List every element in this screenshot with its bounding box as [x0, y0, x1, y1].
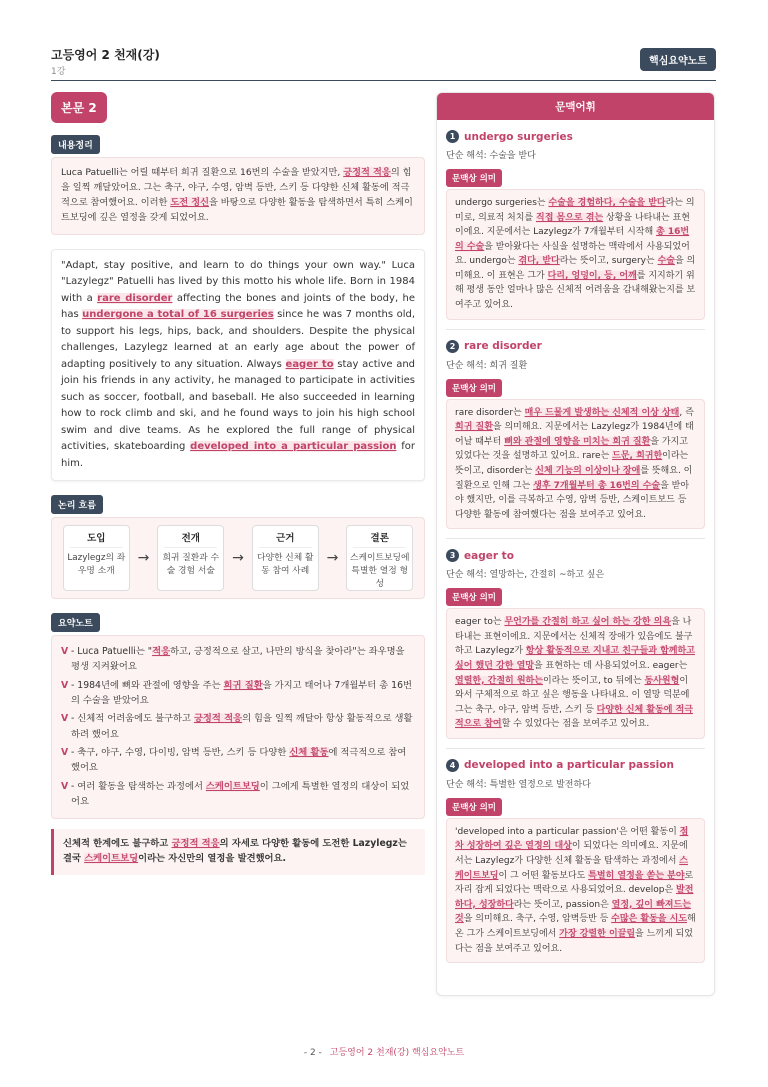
highlighted-text: 매우 드물게 발생하는 신체적 이상 상태 [524, 407, 680, 418]
highlighted-text: eager to [285, 358, 334, 370]
text-segment: 로 자리 잡게 되었다는 맥락으로 사용되었어요. develop은 [455, 870, 694, 896]
vocab-simple-meaning: 단순 해석: 희귀 질환 [446, 360, 528, 371]
flow-step-conclusion [346, 525, 413, 591]
text-segment: 을 의미해요. 지문에서는 Lazylegz가 1984년에 태어날 때부터 [455, 422, 694, 447]
highlighted-text: 스케이트보딩 [205, 780, 260, 792]
text-segment: 의 힘을 일찍 깨달아 항상 활동적으로 생활하려 했어요 [71, 713, 413, 740]
section-title: 본문 2 [51, 92, 107, 123]
document-title: 고등영어 2 천재(강) [51, 48, 160, 62]
text-segment: 을 의미해요. 이 표현은 그가 [455, 256, 696, 281]
text-segment: undergo surgeries는 [455, 198, 549, 208]
highlighted-text: 스케이트보딩 [84, 853, 139, 865]
highlighted-text: 도전 정신 [170, 196, 210, 208]
highlighted-text: undergone a total of 16 surgeries [82, 309, 274, 321]
highlighted-text: 긍정적 적응 [343, 167, 391, 178]
conclusion-box [51, 829, 425, 875]
text-segment: 라는 의미로, 의료적 처치를 [455, 198, 695, 223]
text-segment: - 1984년에 뼈와 관절에 영향을 주는 [71, 679, 224, 691]
vocab-divider [446, 329, 705, 330]
text-segment: - Luca Patuelli는 " [71, 646, 153, 658]
text-segment: for him. [61, 441, 415, 469]
text-segment: 의 자세로 다양한 활동에 도전한 Lazylegz는 결국 [63, 838, 407, 865]
highlighted-text: 발전하다, 성장하다 [455, 885, 694, 910]
highlighted-text: 점차 성장하여 깊은 열정의 대상 [455, 826, 689, 852]
text-segment: eager to는 [455, 617, 505, 628]
highlighted-text: 적응 [152, 646, 171, 658]
page-number: - 2 - [303, 1048, 322, 1058]
context-meaning-text [446, 399, 705, 530]
text-segment: 할 수 있었다는 점을 보여주고 있어요. [501, 719, 650, 730]
flow-step-evidence [252, 525, 319, 591]
text-segment: Luca Patuelli는 어릴 때부터 희귀 질환으로 16번의 수술을 받았지만, [61, 167, 344, 178]
vocab-word: rare disorder [464, 340, 542, 353]
vocab-simple-meaning: 단순 해석: 열망하는, 간절히 ~하고 싶은 [446, 570, 605, 581]
text-segment: 이라는 뜻이고, disorder는 [455, 451, 689, 476]
text-segment: 이 그에게 특별한 열정의 대상이 되었어요 [71, 780, 410, 808]
summary-item-text [71, 745, 415, 776]
flow-step-desc: 스케이트보딩에 특별한 열정 형성 [349, 553, 410, 589]
text-segment: 을 의미해요. 축구, 수영, 암벽등반 등 [463, 914, 612, 925]
reading-passage [51, 249, 425, 482]
text-segment: 를 지지하기 위해 평생 동안 얼마나 많은 신체적 어려움을 감내해왔는지를 보여주고 있어요. [455, 270, 696, 311]
text-segment: - 축구, 야구, 수영, 다이빙, 암벽 등반, 스키 등 다양한 [71, 747, 290, 759]
vocab-title [446, 130, 705, 143]
vocab-word: undergo surgeries [464, 130, 573, 143]
vocab-number-badge: 4 [446, 759, 459, 772]
highlighted-text: 신체 기능의 이상이나 장애 [535, 465, 641, 476]
check-mark-icon: V [61, 747, 69, 759]
highlighted-text: 긍정적 적응 [193, 713, 243, 725]
highlighted-text: 겪다, 받다 [518, 256, 560, 267]
highlighted-text: 수술 [657, 256, 675, 267]
text-segment: 에 적극적으로 참여했어요 [71, 747, 407, 774]
text-segment: 를 뜻해요. 이 질환으로 인해 그는 [455, 465, 693, 491]
highlighted-text: rare disorder [97, 292, 173, 304]
text-segment: affecting the bones and joints of the body, he has [61, 292, 416, 321]
text-segment: - 여러 활동을 탐색하는 과정에서 [71, 780, 206, 792]
text-segment: 해온 그가 스케이트보딩에서 [455, 914, 696, 939]
context-vocab-heading: 문맥어휘 [437, 93, 714, 120]
highlighted-text: 드문, 희귀한 [612, 451, 663, 462]
check-mark-icon: V [61, 646, 69, 658]
highlighted-text: 열렬한, 간절히 원하는 [455, 675, 543, 686]
highlighted-text: 다리, 엉덩이, 등, 어깨 [547, 270, 637, 281]
context-meaning-text [446, 189, 705, 320]
arrow-right-icon: → [137, 550, 150, 567]
vocab-item [437, 130, 714, 330]
highlighted-text: 수술을 경험하다, 수술을 받다 [548, 198, 666, 208]
logic-flow-label: 논리 흐름 [51, 495, 103, 514]
flow-step-title: 근거 [259, 530, 312, 548]
text-segment: "Adapt, stay positive, and learn to do things your own way." Luca "Lazylegz" Patuelli has lived by this motto his whole life. Born in 1984 with a [61, 259, 415, 304]
summary-item [61, 678, 415, 709]
text-segment: 의 힘을 일찍 깨달았어요. 그는 축구, 야구, 수영, 암벽 등반, 스키 등 다양한 신체 활동에 적극적으로 참여했어요. 이러한 [61, 167, 412, 208]
text-segment: 상황을 나타내는 표현이에요. 지문에서는 Lazylegz가 7개월부터 시작해 [455, 212, 690, 238]
arrow-right-icon: → [232, 550, 244, 567]
highlighted-text: 가장 강렬한 이끌림 [559, 928, 636, 939]
text-segment: 하고, 긍정적으로 살고, 나만의 방식을 찾아라"는 좌우명을 평생 지켜왔어요 [71, 646, 405, 673]
vocab-divider [446, 538, 705, 539]
highlighted-text: 수많은 활동을 시도 [611, 914, 687, 925]
flow-step-desc: 희귀 질환과 수술 경험 서술 [162, 553, 220, 576]
text-segment: 이 되었다는 의미예요. 지문에서는 Lazylegz가 다양한 신체 활동을 탐색하는 과정에서 [455, 841, 688, 867]
flow-step-title: 도입 [70, 530, 123, 548]
text-segment: - 신체적 어려움에도 불구하고 [71, 713, 194, 725]
vocab-item [437, 340, 714, 540]
highlighted-text: developed into a particular passion [190, 441, 397, 453]
logic-flow-section [51, 495, 425, 599]
summary-item-text [71, 678, 415, 709]
context-meaning-label: 문맥상 의미 [446, 588, 502, 606]
vocab-simple-meaning: 단순 해석: 수술을 받다 [446, 151, 536, 161]
vocab-title [446, 549, 705, 562]
vocab-divider [446, 748, 705, 749]
summary-item-text [71, 711, 415, 742]
text-segment: 라는 뜻이고, surgery는 [559, 256, 658, 267]
content-summary-text [51, 157, 425, 235]
vocab-title [446, 340, 705, 353]
vocab-item [437, 759, 714, 963]
summary-item [61, 711, 415, 742]
text-segment: 을 나타내는 표현이에요. 지문에서는 신체적 장애가 있음에도 불구하고 Lazylegz가 [455, 617, 693, 657]
vocab-item [437, 549, 714, 749]
flow-step-desc: Lazylegz의 좌우명 소개 [67, 553, 126, 576]
vocab-word: eager to [464, 549, 514, 562]
vocab-word: developed into a particular passion [464, 759, 674, 772]
summary-item-text [71, 644, 415, 675]
page-footer [0, 1045, 768, 1058]
text-segment: 을 받아야 했지만, 이를 극복하고 수영, 암벽 등반, 스케이트보드 등 다양한 활동에 참여했다는 점을 보여주고 있어요. [455, 480, 690, 520]
summary-item [61, 644, 415, 675]
lesson-label: 1강 [51, 67, 66, 77]
text-segment: stay active and join his friends in any activity, he managed to participate in activities such as soccer, football, and baseball. He also succeeded in learning how to rock climb and ski, and he found ways to join his high school swim and dive teams. As he explored the full range of physical activities, skateboarding [61, 358, 416, 453]
summary-item [61, 745, 415, 776]
summary-note-list [51, 635, 425, 819]
text-segment: 을 느끼게 되었다는 점을 보여주고 있어요. [455, 928, 693, 954]
text-segment: 라는 뜻이고, passion은 [513, 899, 612, 910]
text-segment: 을 가지고 있었다는 것을 설명하고 있어요. rare는 [455, 436, 688, 462]
highlighted-text: 항상 활동적으로 지내고 친구들과 함께하고 싶어 했던 강한 열망 [455, 646, 695, 671]
highlighted-text: 뼈와 관절에 영향을 미치는 희귀 질환 [504, 436, 651, 447]
text-segment: rare disorder는 [455, 407, 525, 418]
context-meaning-label: 문맥상 의미 [446, 798, 502, 816]
context-meaning-label: 문맥상 의미 [446, 169, 502, 187]
highlighted-text: 동사원형 [644, 675, 680, 686]
flow-step-desc: 다양한 신체 활동 참여 사례 [256, 553, 314, 576]
highlighted-text: 특별히 열정을 쏟는 분야 [588, 870, 685, 881]
vocab-number-badge: 2 [446, 340, 459, 353]
highlighted-text: 다양한 신체 활동에 적극적으로 참여 [455, 704, 693, 730]
text-segment: 을 바탕으로 다양한 활동을 탐색하면서 특히 스케이트보딩에 깊은 열정을 갖게 되었어요. [61, 196, 413, 223]
text-segment: 이라는 자신만의 열정을 발견했어요. [138, 853, 287, 865]
footer-title: 고등영어 2 천재(강) 핵심요약노트 [329, 1048, 465, 1058]
text-segment: 을 표현하는 데 사용되었어요. eager는 [533, 660, 688, 671]
text-segment: 이 그 어떤 활동보다도 [498, 870, 589, 881]
left-column [51, 92, 425, 875]
highlighted-text: 열정, 깊이 빠져드는 것 [455, 899, 691, 925]
context-vocab-panel [436, 92, 715, 996]
context-meaning-text [446, 608, 705, 739]
content-summary-label: 내용정리 [51, 135, 100, 154]
flow-step-title: 전개 [164, 530, 217, 548]
content-summary-section [51, 135, 425, 235]
vocab-number-badge: 3 [446, 549, 459, 562]
highlighted-text: 스케이트보딩 [455, 856, 688, 881]
context-meaning-text [446, 818, 705, 963]
check-mark-icon: V [61, 780, 69, 792]
context-meaning-label: 문맥상 의미 [446, 379, 502, 397]
header-divider [51, 80, 716, 81]
summary-item [61, 779, 415, 810]
highlighted-text: 직접 몸으로 겪는 [536, 212, 604, 223]
arrow-right-icon: → [326, 550, 339, 567]
highlighted-text: 희귀 질환 [223, 679, 263, 691]
check-mark-icon: V [61, 713, 69, 725]
highlighted-text: 긍정적 적응 [171, 838, 220, 850]
highlighted-text: 희귀 질환 [455, 422, 493, 433]
summary-note-label: 요약노트 [51, 613, 100, 632]
text-segment: 'developed into a particular passion'은 어떤 활동이 [455, 826, 680, 837]
vocab-simple-meaning: 단순 해석: 특별한 열정으로 발전하다 [446, 779, 591, 790]
text-segment: 이라는 뜻이고, to 뒤에는 [542, 675, 645, 686]
header-badge: 핵심요약노트 [640, 48, 716, 71]
text-segment: since he was 7 months old, to support his legs, hips, back, and shoulders. Despite the physical challenges, Lazylegz learned at an early age about the power of adapting positively to any situation. Always [61, 309, 415, 370]
highlighted-text: 총 16번의 수술 [455, 227, 690, 252]
flow-step-intro [63, 525, 130, 591]
vocab-number-badge: 1 [446, 130, 459, 143]
flow-step-development [157, 525, 224, 591]
highlighted-text: 무언가를 간절히 하고 싶어 하는 강한 의욕 [504, 617, 672, 628]
summary-item-text [71, 779, 415, 810]
vocab-title [446, 759, 705, 772]
summary-note-section [51, 613, 425, 819]
text-segment: 이 와서 구체적으로 하고 싶은 행동을 나타내요. 이 열망 덕분에 그는 축구, 야구, 암벽 등반, 스키 등 [455, 675, 690, 715]
text-segment: , 즉 [679, 407, 694, 418]
logic-flow [51, 517, 425, 599]
text-segment: 신체적 한계에도 불구하고 [63, 838, 172, 850]
highlighted-text: 생후 7개월부터 총 16번의 수술 [533, 480, 661, 491]
highlighted-text: 신체 활동 [289, 747, 329, 759]
text-segment: 을 가지고 태어나 7개월부터 총 16번의 수술을 받았어요 [71, 679, 412, 707]
text-segment: 을 받아왔다는 사실을 설명하는 맥락에서 사용되었어요. undergo는 [455, 241, 690, 267]
flow-step-title: 결론 [353, 530, 406, 548]
check-mark-icon: V [61, 679, 69, 691]
